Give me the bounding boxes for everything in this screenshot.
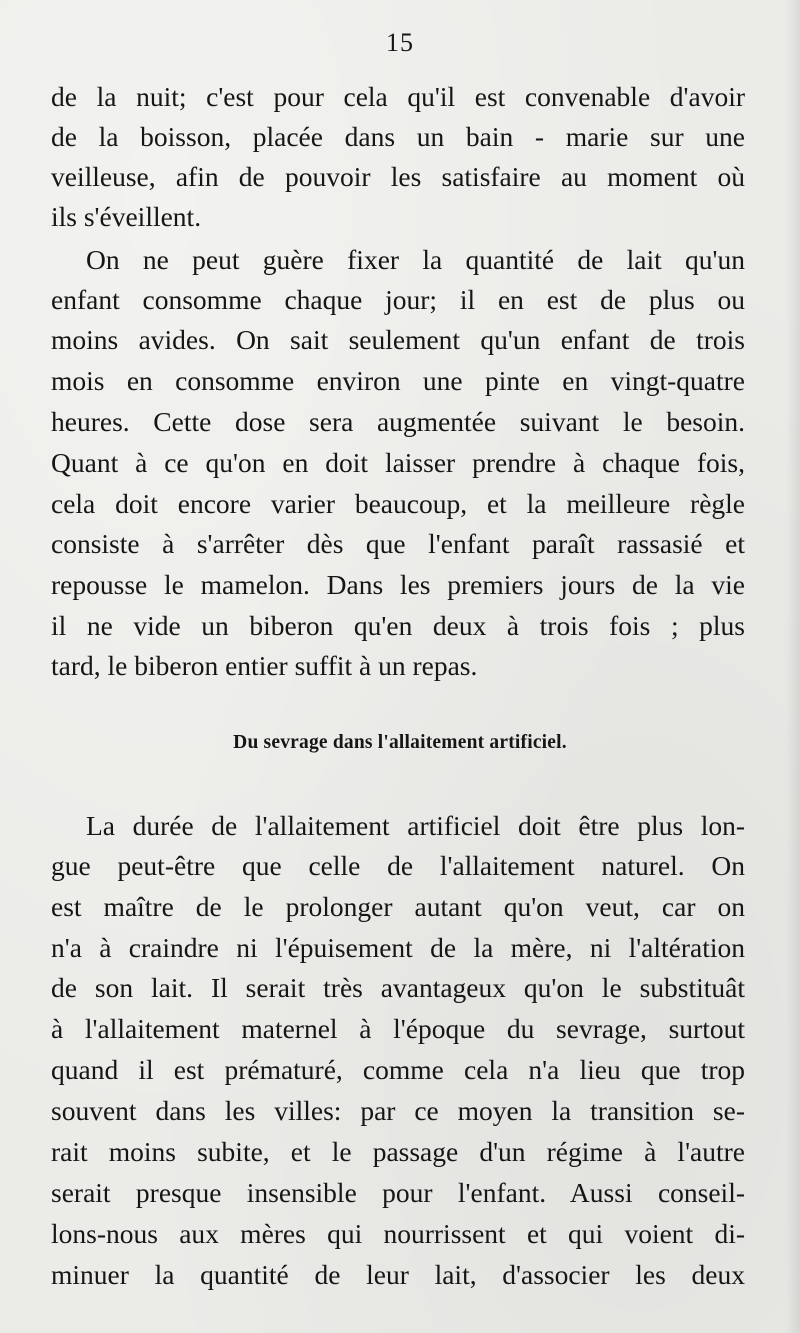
paragraph-2-line-2: enfant consomme chaque jour; il en est de plus ou	[51, 284, 745, 315]
paragraph-1-line-4: ils s'éveillent.	[51, 201, 202, 232]
paragraph-2-line-7: cela doit encore varier beaucoup, et la meilleure règle	[51, 488, 745, 519]
page-edge-shadow	[786, 0, 800, 1333]
paragraph-3-line-11: lons-nous aux mères qui nourrissent et qui voient di-	[51, 1218, 745, 1249]
paragraph-3-line-3: est maître de le prolonger autant qu'on veut, car on	[51, 891, 745, 922]
paragraph-3-line-8: souvent dans les villes: par ce moyen la transition se-	[51, 1095, 745, 1126]
paragraph-3-line-10: serait presque insensible pour l'enfant. Aussi conseil-	[51, 1177, 745, 1208]
paragraph-2-line-1: On ne peut guère fixer la quantité de lait qu'un	[86, 244, 745, 275]
paragraph-3-line-12: minuer la quantité de leur lait, d'associer les deux	[51, 1259, 745, 1290]
paragraph-1-line-2: de la boisson, placée dans un bain - marie sur une	[51, 121, 745, 152]
paragraph-2-line-8: consiste à s'arrêter dès que l'enfant paraît rassasié et	[51, 528, 745, 559]
paragraph-3-line-6: à l'allaitement maternel à l'époque du sevrage, surtout	[51, 1013, 745, 1044]
paragraph-1-line-1: de la nuit; c'est pour cela qu'il est convenable d'avoir	[51, 81, 745, 112]
paragraph-2-line-4: mois en consomme environ une pinte en vingt-quatre	[51, 365, 745, 396]
paragraph-3-line-9: rait moins subite, et le passage d'un régime à l'autre	[51, 1136, 745, 1167]
paragraph-3-line-7: quand il est prématuré, comme cela n'a lieu que trop	[51, 1054, 745, 1085]
paragraph-2-line-3: moins avides. On sait seulement qu'un enfant de trois	[51, 324, 745, 355]
paragraph-3-line-1: La durée de l'allaitement artificiel doit être plus lon-	[86, 810, 745, 841]
paragraph-3-line-2: gue peut-être que celle de l'allaitement naturel. On	[51, 850, 745, 881]
paragraph-1-line-3: veilleuse, afin de pouvoir les satisfaire au moment où	[51, 161, 745, 192]
paragraph-2-line-5: heures. Cette dose sera augmentée suivant le besoin.	[51, 406, 745, 437]
section-title: Du sevrage dans l'allaitement artificiel.	[233, 732, 567, 753]
paragraph-3-line-4: n'a à craindre ni l'épuisement de la mère, ni l'altération	[51, 932, 745, 963]
page-number: 15	[386, 28, 414, 57]
paragraph-3-line-5: de son lait. Il serait très avantageux qu'on le substituât	[51, 972, 745, 1003]
paragraph-2-line-11: tard, le biberon entier suffit à un repas.	[51, 650, 478, 681]
paragraph-2-line-9: repousse le mamelon. Dans les premiers jours de la vie	[51, 569, 745, 600]
paragraph-2-line-10: il ne vide un biberon qu'en deux à trois fois ; plus	[51, 610, 745, 641]
paragraph-2-line-6: Quant à ce qu'on en doit laisser prendre à chaque fois,	[51, 447, 745, 478]
